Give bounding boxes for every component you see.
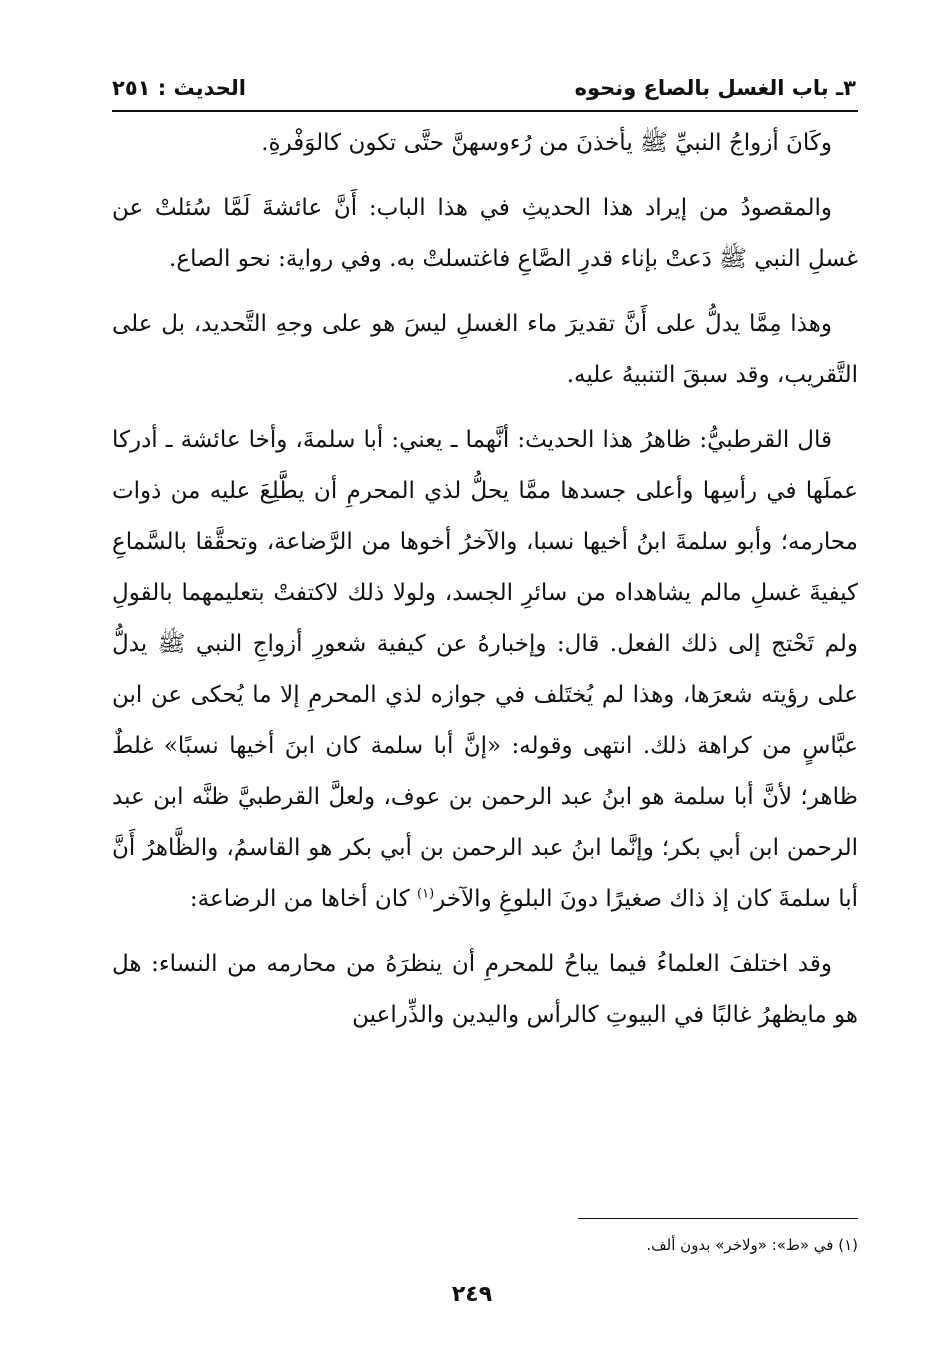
page-number: ٢٤٩ — [451, 1282, 493, 1307]
paragraph-2: والمقصودُ من إيراد هذا الحديثِ في هذا الباب: أَنَّ عائشةَ لَمَّا سُئلتْ عن غسلِ النبي ﷺ دَعتْ بإناء قدرِ الصَّاعِ فاغتسلتْ به. وفي رواية: نحو الصاع. — [112, 195, 858, 272]
paragraph-4-tail: كان أخاها من الرضاعة: — [189, 886, 410, 912]
hadith-reference: الحديث : ٢٥١ — [112, 76, 246, 100]
paragraph-4-text: قال القرطبيُّ: ظاهرُ هذا الحديث: أنَّهما ـ يعني: أبا سلمةَ، وأخا عائشة ـ أدركا عملَها في رأسِها وأعلى جسدها ممَّا يحلُّ لذي المحرمِ أن يطَّلِعَ عليه من ذوات محارمه؛ وأبو سلمةَ ابنُ أخيها نسبا، والآخرُ أخوها من الرَّضاعة، وتحقَّقا بالسَّماعِ كيفيةَ غسلِ مالم يشاهداه من سائرِ الجسد، ولولا ذلك لاكتفتْ بتعليمهما بالقولِ ولم تَحْتج إلى ذلك الفعل. قال: وإخبارهُ عن كيفية شعورِ أزواجِ النبي ﷺ يدلُّ على رؤيته شعرَها، وهذا لم يُختَلف في جوازه لذي المحرمِ إلا ما يُحكى عن ابن عبَّاسٍ من كراهة ذلك. انتهى وقوله: «إنَّ أبا سلمة كان ابنَ أخيها نسبًا» غلطٌ ظاهر؛ لأنَّ أبا سلمة هو ابنُ عبد الرحمن بن عوف، ولعلَّ القرطبيَّ ظنَّه ابن عبد الرحمن ابن أبي بكر؛ وإنَّما ابنُ عبد الرحمن بن أبي بكر هو القاسمُ، والظَّاهرُ أَنَّ أبا سلمةَ كان إذ ذاك صغيرًا دونَ البلوغِ والآخر — [112, 427, 858, 912]
header-divider — [112, 110, 858, 112]
footnote-reference: (١) — [417, 886, 435, 902]
running-header — [112, 70, 856, 106]
body-text — [112, 118, 858, 1055]
footnote-divider — [578, 1218, 858, 1219]
paragraph-5: وقد اختلفَ العلماءُ فيما يباحُ للمحرمِ أن ينظرَهُ من محارمه من النساء: هل هو مايظهرُ غالبًا في البيوتِ كالرأس واليدين والذِّراعين — [112, 951, 858, 1028]
paragraph-1: وكَانَ أزواجُ النبيِّ ﷺ يأخذنَ من رُءوسهنَّ حتَّى تكون كالوَفْرةِ. — [261, 130, 832, 156]
paragraph-3: وهذا مِمَّا يدلُّ على أَنَّ تقديرَ ماء الغسلِ ليسَ هو على وجهِ التَّحديد، بل على التَّقريب، وقد سبقَ التنبيهُ عليه. — [112, 311, 858, 388]
paragraph-4 — [112, 415, 858, 925]
footnote: (١) في «ط»: «ولاخر» بدون ألف. — [646, 1236, 858, 1254]
chapter-title: ٣ـ باب الغسل بالصاع ونحوه — [574, 76, 856, 100]
